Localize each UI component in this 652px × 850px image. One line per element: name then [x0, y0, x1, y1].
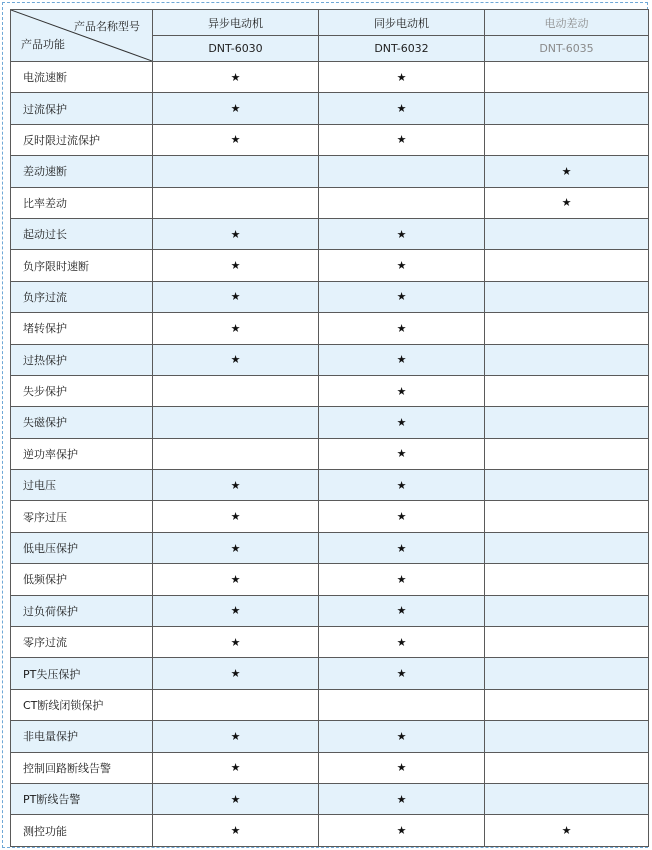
star-icon: ★	[319, 62, 485, 93]
table-row	[11, 187, 649, 218]
empty-cell	[485, 375, 649, 406]
function-label: 电流速断	[11, 62, 153, 93]
corner-header-cell	[11, 10, 153, 62]
table-row	[11, 344, 649, 375]
function-label: PT断线告警	[11, 783, 153, 814]
star-icon: ★	[319, 344, 485, 375]
empty-cell	[153, 187, 319, 218]
empty-cell	[485, 595, 649, 626]
star-icon: ★	[153, 250, 319, 281]
function-label: 比率差动	[11, 187, 153, 218]
function-label: 负序限时速断	[11, 250, 153, 281]
star-icon: ★	[319, 595, 485, 626]
star-icon: ★	[153, 218, 319, 249]
product-model-differential: DNT-6035	[485, 36, 649, 62]
table-row	[11, 62, 649, 93]
empty-cell	[485, 344, 649, 375]
table-row	[11, 501, 649, 532]
star-icon: ★	[153, 313, 319, 344]
empty-cell	[485, 93, 649, 124]
star-icon: ★	[153, 281, 319, 312]
star-icon: ★	[153, 815, 319, 846]
product-name-async: 异步电动机	[153, 10, 319, 36]
table-body	[11, 62, 649, 847]
star-icon: ★	[153, 124, 319, 155]
star-icon: ★	[319, 313, 485, 344]
star-icon: ★	[319, 658, 485, 689]
star-icon: ★	[319, 470, 485, 501]
empty-cell	[319, 156, 485, 187]
function-label: 过负荷保护	[11, 595, 153, 626]
star-icon: ★	[153, 783, 319, 814]
star-icon: ★	[319, 250, 485, 281]
table-row	[11, 250, 649, 281]
empty-cell	[485, 752, 649, 783]
table-row	[11, 438, 649, 469]
function-label: 过流保护	[11, 93, 153, 124]
star-icon: ★	[319, 752, 485, 783]
star-icon: ★	[153, 627, 319, 658]
star-icon: ★	[153, 470, 319, 501]
empty-cell	[485, 407, 649, 438]
star-icon: ★	[319, 815, 485, 846]
function-label: 控制回路断线告警	[11, 752, 153, 783]
star-icon: ★	[319, 783, 485, 814]
empty-cell	[153, 156, 319, 187]
empty-cell	[485, 564, 649, 595]
corner-top-label: 产品名称型号	[74, 20, 140, 33]
star-icon: ★	[153, 752, 319, 783]
corner-bottom-label: 产品功能	[21, 38, 65, 51]
star-icon: ★	[153, 532, 319, 563]
table-row	[11, 627, 649, 658]
empty-cell	[485, 501, 649, 532]
function-label: 非电量保护	[11, 721, 153, 752]
empty-cell	[485, 532, 649, 563]
empty-cell	[485, 124, 649, 155]
empty-cell	[485, 218, 649, 249]
function-label: 零序过流	[11, 627, 153, 658]
product-function-table	[10, 9, 649, 847]
table-row	[11, 156, 649, 187]
function-label: 逆功率保护	[11, 438, 153, 469]
function-label: 失磁保护	[11, 407, 153, 438]
star-icon: ★	[153, 658, 319, 689]
product-model-async: DNT-6030	[153, 36, 319, 62]
table-row	[11, 218, 649, 249]
table-row	[11, 532, 649, 563]
table-row	[11, 124, 649, 155]
product-model-sync: DNT-6032	[319, 36, 485, 62]
empty-cell	[485, 783, 649, 814]
function-label: 失步保护	[11, 375, 153, 406]
empty-cell	[153, 407, 319, 438]
star-icon: ★	[319, 218, 485, 249]
function-label: 过电压	[11, 470, 153, 501]
star-icon: ★	[485, 187, 649, 218]
star-icon: ★	[153, 564, 319, 595]
function-label: PT失压保护	[11, 658, 153, 689]
table-row	[11, 721, 649, 752]
star-icon: ★	[319, 721, 485, 752]
table-row	[11, 313, 649, 344]
product-name-sync: 同步电动机	[319, 10, 485, 36]
empty-cell	[319, 689, 485, 720]
function-label: 测控功能	[11, 815, 153, 846]
table-row	[11, 752, 649, 783]
star-icon: ★	[153, 62, 319, 93]
function-label: 低电压保护	[11, 532, 153, 563]
table-row	[11, 375, 649, 406]
empty-cell	[485, 721, 649, 752]
star-icon: ★	[319, 564, 485, 595]
star-icon: ★	[319, 375, 485, 406]
function-label: 堵转保护	[11, 313, 153, 344]
star-icon: ★	[319, 124, 485, 155]
star-icon: ★	[153, 501, 319, 532]
empty-cell	[485, 281, 649, 312]
star-icon: ★	[319, 93, 485, 124]
star-icon: ★	[485, 815, 649, 846]
function-label: 低频保护	[11, 564, 153, 595]
product-name-differential: 电动差动	[485, 10, 649, 36]
table-row	[11, 658, 649, 689]
empty-cell	[485, 62, 649, 93]
star-icon: ★	[319, 627, 485, 658]
table-row	[11, 564, 649, 595]
function-label: 负序过流	[11, 281, 153, 312]
empty-cell	[485, 658, 649, 689]
table-row	[11, 470, 649, 501]
star-icon: ★	[153, 93, 319, 124]
table-row	[11, 595, 649, 626]
empty-cell	[153, 689, 319, 720]
table-row	[11, 281, 649, 312]
star-icon: ★	[485, 156, 649, 187]
function-label: 反时限过流保护	[11, 124, 153, 155]
function-label: 起动过长	[11, 218, 153, 249]
star-icon: ★	[319, 281, 485, 312]
function-label: CT断线闭锁保护	[11, 689, 153, 720]
function-label: 差动速断	[11, 156, 153, 187]
star-icon: ★	[153, 721, 319, 752]
empty-cell	[485, 250, 649, 281]
table-row	[11, 407, 649, 438]
empty-cell	[485, 627, 649, 658]
star-icon: ★	[319, 407, 485, 438]
function-label: 零序过压	[11, 501, 153, 532]
star-icon: ★	[319, 438, 485, 469]
empty-cell	[485, 689, 649, 720]
star-icon: ★	[319, 532, 485, 563]
star-icon: ★	[153, 344, 319, 375]
empty-cell	[485, 313, 649, 344]
header-row-names	[11, 10, 649, 36]
empty-cell	[485, 438, 649, 469]
table-row	[11, 689, 649, 720]
star-icon: ★	[153, 595, 319, 626]
star-icon: ★	[319, 501, 485, 532]
empty-cell	[485, 470, 649, 501]
table-row	[11, 93, 649, 124]
empty-cell	[153, 375, 319, 406]
empty-cell	[319, 187, 485, 218]
table-row	[11, 815, 649, 846]
function-label: 过热保护	[11, 344, 153, 375]
table-row	[11, 783, 649, 814]
empty-cell	[153, 438, 319, 469]
